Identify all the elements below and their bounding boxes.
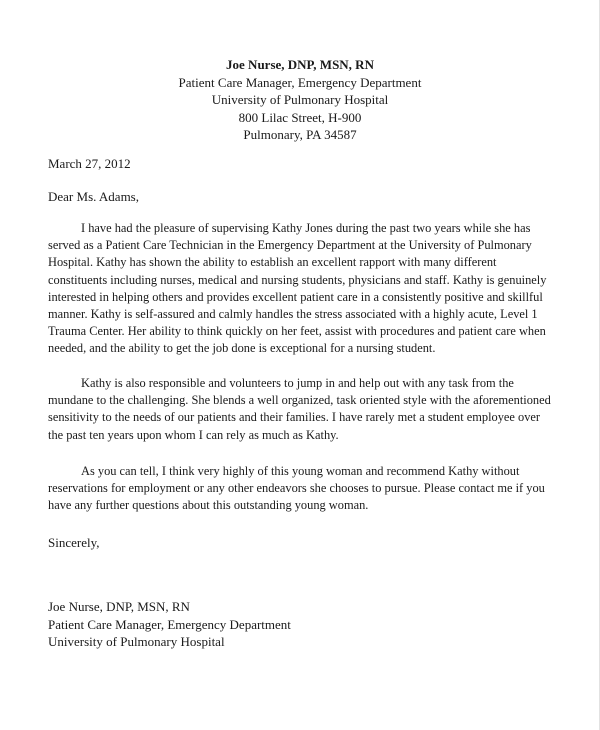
letter-date: March 27, 2012 [48,156,131,171]
signature-title: Patient Care Manager, Emergency Department [48,616,291,632]
closing: Sincerely, [48,535,100,550]
letterhead-title: Patient Care Manager, Emergency Department [178,74,422,90]
letterhead-organization: University of Pulmonary Hospital [211,92,389,107]
signature-organization: University of Pulmonary Hospital [48,634,225,649]
body-paragraph-2: Kathy is also responsible and volunteers to jump in and help out with any task from the mundane to the challenging. She blends a well organized, task oriented style with the aforementioned sensitivity to the needs of our patients and their families. I have rarely met a student employee over the past ten years upon whom I can rely as much as Kathy. [48,376,551,442]
letterhead-name: Joe Nurse, DNP, MSN, RN [226,57,374,72]
letterhead-street: 800 Lilac Street, H-900 [238,109,362,125]
letterhead-city: Pulmonary, PA 34587 [243,127,357,142]
signature-block [48,598,291,651]
salutation: Dear Ms. Adams, [48,189,139,204]
signature-name: Joe Nurse, DNP, MSN, RN [48,599,190,614]
body-paragraph-3: As you can tell, I think very highly of this young woman and recommend Kathy without reservations for employment or any other endeavors she chooses to pursue. Please contact me if you have any further questions about this outstanding young woman. [48,464,545,513]
letterhead [0,56,600,144]
body-paragraph-1: I have had the pleasure of supervising Kathy Jones during the past two years while she has served as a Patient Care Technician in the Emergency Department at the University of Pulmonary Hospital. Kathy has shown the ability to establish an excellent rapport with many different constituents including nurses, medical and nursing students, physicians and staff. Kathy is genuinely interested in helping others and provides excellent patient care in a consistently positive and skillful manner. Kathy is self-assured and calmly handles the stress associated with a highly acute, Level 1 Trauma Center. Her ability to think quickly on her feet, assist with procedures and patient care when needed, and the ability to get the job done is exceptional for a nursing student. [48,221,547,356]
